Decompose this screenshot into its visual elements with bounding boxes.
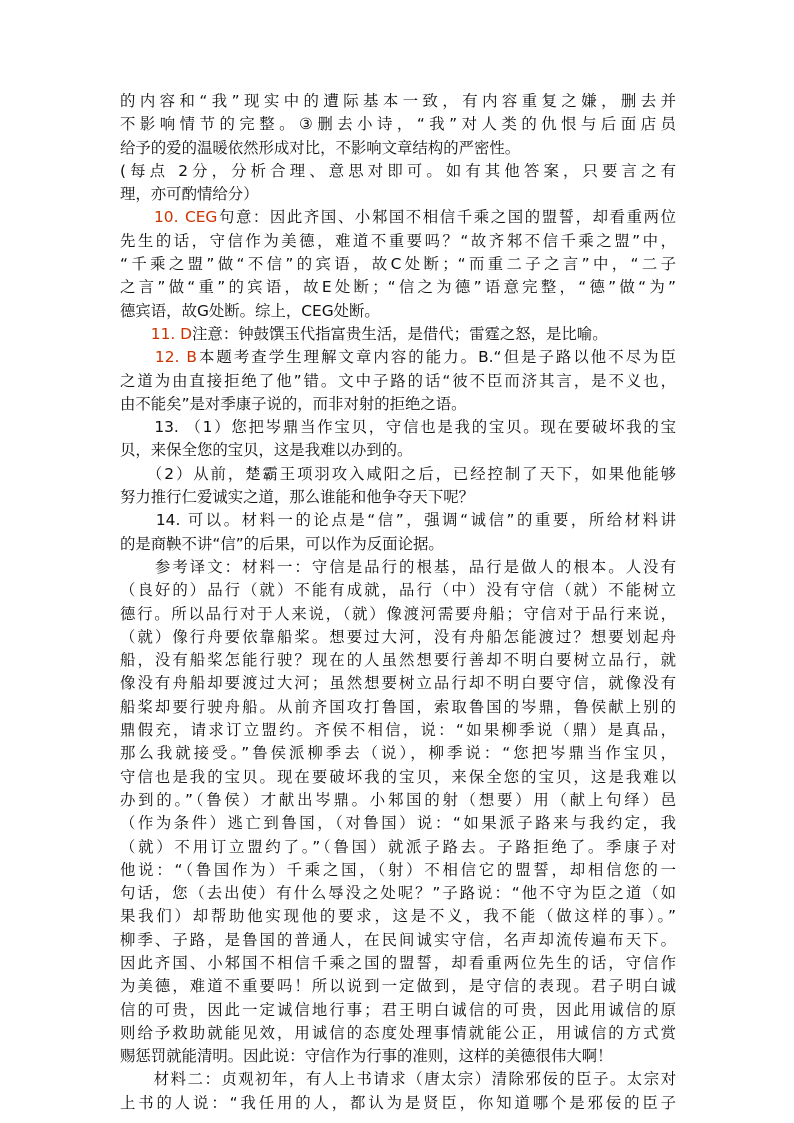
text-line [120, 113, 676, 136]
line-text: 不影响情节的完整。③删去小诗，“我”对人类的仇恨与后面店员 [120, 115, 676, 134]
text-line [120, 812, 676, 835]
text-line [120, 370, 676, 393]
line-text: 那么我就接受。”鲁侯派柳季去（说），柳季说：“您把岑鼎当作宝贝， [120, 744, 676, 763]
line-text: 14. 可以。材料一的论点是“信”，强调“诚信”的重要，所给材料讲 [120, 511, 676, 530]
text-line [120, 672, 676, 695]
text-line [120, 905, 676, 928]
line-text: （良好的）品行（就）不能有成就，品行（中）没有守信（就）不能树立 [120, 581, 676, 600]
text-line [120, 1022, 676, 1045]
text-line [120, 230, 676, 253]
line-text: （2）从前，楚霸王项羽攻入咸阳之后，已经控制了天下，如果他能够 [120, 464, 676, 483]
text-line [120, 160, 676, 183]
line-text: 鼎假充，请求订立盟约。齐侯不相信，说：“如果柳季说（鼎）是真品， [120, 721, 676, 740]
text-line [120, 579, 676, 602]
text-line [120, 486, 676, 509]
text-line [120, 766, 676, 789]
answer-number: 10. CEG [153, 208, 218, 227]
line-indent [120, 325, 151, 343]
line-text: 德行。所以品行对于人来说，（就）像渡河需要舟船；守信对于品行来说， [120, 604, 676, 623]
text-line [120, 626, 676, 649]
line-text: 守信也是我的宝贝。现在要破坏我的宝贝，来保全您的宝贝，这是我难以 [120, 767, 676, 786]
line-text: 先生的话，守信作为美德，难道不重要吗？“故齐邾不信千乘之盟”中， [120, 231, 676, 250]
line-text: 他说：“（鲁国作为）千乘之国，（射）不相信它的盟誓，却相信您的一 [120, 860, 676, 879]
text-line [120, 137, 676, 160]
line-text: 注意：钟鼓馔玉代指富贵生活，是借代；雷霆之怒，是比喻。 [192, 324, 608, 343]
line-text: 信的可贵，因此一定诚信地行事；君王明白诚信的可贵，因此用诚信的原 [120, 1000, 676, 1019]
line-indent [120, 208, 154, 226]
line-text: 的是商鞅不讲“信”的后果，可以作为反面论据。 [120, 534, 444, 553]
text-line [120, 999, 676, 1022]
text-line [120, 952, 676, 975]
line-text: 上书的人说：“我任用的人，都认为是贤臣，你知道哪个是邪佞的臣子 [120, 1093, 676, 1112]
line-text: 船桨却要行驶舟船。从前齐国攻打鲁国，索取鲁国的岑鼎，鲁侯献上别的 [120, 697, 676, 716]
line-text: 13. （1）您把岑鼎当作宝贝，守信也是我的宝贝。现在要破坏我的宝 [120, 418, 676, 437]
line-text: 为美德，难道不重要吗！所以说到一定做到，是守信的表现。君子明白诚 [120, 977, 676, 996]
text-line [120, 416, 676, 439]
text-line [120, 742, 676, 765]
line-text: 像没有舟船却要渡过大河；虽然想要树立品行却不明白要守信，就像没有 [120, 674, 676, 693]
line-text: 果我们）却帮助他实现他的要求，这是不义，我不能（做这样的事）。” [120, 907, 676, 926]
line-text: 赐惩罚就能清明。因此说：守信作为行事的准则，这样的美德很伟大啊！ [120, 1047, 613, 1066]
text-line [120, 253, 676, 276]
answer-number: 12. B [154, 348, 197, 367]
line-text: “千乘之盟”做“不信”的宾语，故C处断；“而重二子之言”中，“二子 [120, 255, 676, 274]
text-line [120, 346, 676, 369]
text-line [120, 836, 676, 859]
text-line [120, 1045, 676, 1068]
line-text: （作为条件）逃亡到鲁国，（对鲁国）说：“如果派子路来与我约定，我 [120, 814, 676, 833]
text-line [120, 206, 676, 229]
text-line [120, 859, 676, 882]
text-line [120, 789, 676, 812]
line-text: 本题考查学生理解文章内容的能力。B.“但是子路以他不尽为臣 [196, 348, 676, 367]
line-text: 由不能矣”是对季康子说的，而非对射的拒绝之语。 [120, 394, 467, 413]
line-text: 办到的。”（鲁侯）才献出岑鼎。小邾国的射（想要）用（献上句绎）邑 [120, 790, 676, 809]
line-indent [120, 348, 155, 366]
text-line [120, 719, 676, 742]
line-text: 船，没有船桨怎能行驶？现在的人虽然想要行善却不明白要树立品行，就 [120, 651, 676, 670]
text-line [120, 975, 676, 998]
text-line [120, 276, 676, 299]
text-line [120, 603, 676, 626]
line-text: 努力推行仁爱诚实之道，那么谁能和他争夺天下呢？ [120, 488, 474, 507]
line-text: 给予的爱的温暖依然形成对比，不影响文章结构的严密性。 [120, 138, 521, 157]
text-line [120, 90, 676, 113]
line-text: 句话，您（去出使）有什么辱没之处呢？”子路说：“他不守为臣之道（如 [120, 884, 676, 903]
text-line [120, 696, 676, 719]
line-text: 之言”做“重”的宾语，故E处断；“信之为德”语意完整，“德”做“为” [120, 278, 676, 297]
text-line [120, 929, 676, 952]
line-text: 理，亦可酌情给分） [120, 185, 259, 204]
line-text: （就）不用订立盟约了。”（鲁国）就派子路去。子路拒绝了。季康子对 [120, 837, 676, 856]
text-line [120, 323, 676, 346]
line-text: 因此齐国、小邾国不相信千乘之国的盟誓，却看重两位先生的话，守信作 [120, 953, 676, 972]
line-text: 参考译文：材料一：守信是品行的根基，品行是做人的根本。人没有 [120, 557, 676, 576]
text-line [120, 1068, 676, 1091]
line-text: （就）像行舟要依靠船桨。想要过大河，没有舟船怎能渡过？想要划起舟 [120, 627, 676, 646]
text-line [120, 1092, 676, 1115]
line-text: (每点 2分，分析合理、意思对即可。如有其他答案，只要言之有 [120, 161, 676, 180]
document-page [120, 90, 676, 1115]
text-line [120, 463, 676, 486]
text-line [120, 509, 676, 532]
text-line [120, 300, 676, 323]
line-text: 的内容和“我”现实中的遭际基本一致，有内容重复之嫌，删去并 [120, 92, 676, 110]
text-line [120, 183, 676, 206]
text-line [120, 393, 676, 416]
answer-number: 11. D [150, 324, 193, 343]
line-text: 句意：因此齐国、小邾国不相信千乘之国的盟誓，却看重两位 [217, 208, 676, 227]
text-line [120, 439, 676, 462]
line-text: 材料二：贞观初年，有人上书请求（唐太宗）清除邪佞的臣子。太宗对 [120, 1070, 676, 1089]
text-line [120, 649, 676, 672]
text-line [120, 556, 676, 579]
line-text: 之道为由直接拒绝了他”错。文中子路的话“彼不臣而济其言，是不义也， [120, 371, 676, 390]
line-text: 柳季、子路，是鲁国的普通人，在民间诚实守信，名声却流传遍布天下。 [120, 930, 676, 949]
line-text: 贝，来保全您的宝贝，这是我难以办到的。 [120, 441, 413, 460]
text-line [120, 533, 676, 556]
line-text: 则给予救助就能见效，用诚信的态度处理事情就能公正，用诚信的方式赏 [120, 1023, 676, 1042]
line-text: 德宾语，故G处断。综上，CEG处断。 [120, 301, 380, 320]
text-line [120, 882, 676, 905]
